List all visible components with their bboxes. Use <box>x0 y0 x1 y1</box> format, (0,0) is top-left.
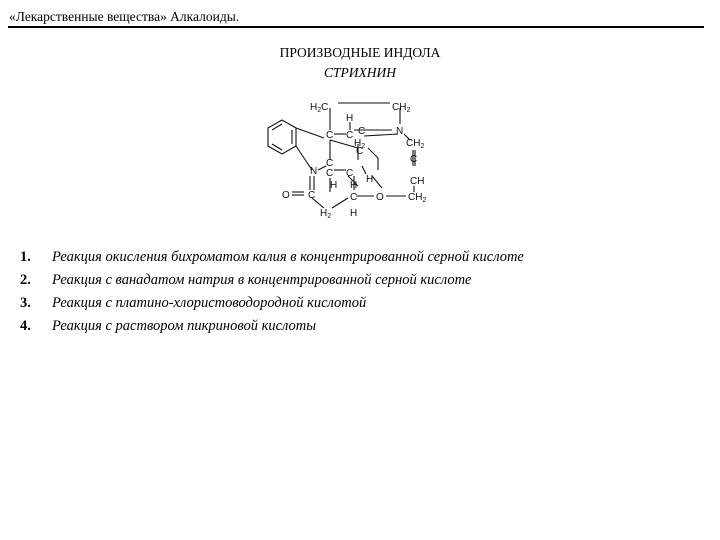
structure-atoms <box>282 102 426 220</box>
list-item-text: Реакция с раствором пикриновой кислоты <box>52 318 317 334</box>
section-title: ПРОИЗВОДНЫЕ ИНДОЛА <box>279 45 441 60</box>
list-item <box>20 248 700 271</box>
svg-text:H2: $H_2$ <box>320 208 332 220</box>
svg-text:N: N <box>310 166 318 177</box>
svg-text:C: C <box>358 126 366 137</box>
reaction-list <box>20 248 700 340</box>
svg-text:H: H <box>366 174 374 185</box>
svg-text:N: N <box>396 126 404 137</box>
svg-text:C: C <box>350 192 358 203</box>
list-item <box>20 271 700 294</box>
svg-text:H: H <box>350 180 358 191</box>
list-item-number: 4. <box>20 318 31 334</box>
svg-text:C: C <box>410 154 418 165</box>
svg-text:C: C <box>326 168 334 179</box>
list-item-text: Реакция с платино-хлористоводородной кислотой <box>52 295 367 311</box>
svg-text:H2C: $H_2C$ <box>310 102 329 114</box>
svg-text:CH2: $CH_2$ <box>408 192 427 204</box>
svg-text:CH2: $CH_2$ <box>392 102 411 114</box>
structure-diagram <box>250 94 440 224</box>
strychnine-structure <box>250 94 440 224</box>
svg-text:C: C <box>326 158 334 169</box>
svg-text:C: C <box>346 130 354 141</box>
list-item-number: 3. <box>20 295 31 311</box>
svg-text:O: O <box>376 192 384 203</box>
list-item <box>20 317 700 340</box>
svg-text:H: H <box>346 113 354 124</box>
list-item-number: 1. <box>20 249 31 265</box>
list-item-number: 2. <box>20 272 31 288</box>
svg-text:CH2: $CH_2$ <box>406 138 425 150</box>
svg-text:C: C <box>346 168 354 179</box>
header <box>8 5 704 28</box>
svg-text:C: C <box>326 130 334 141</box>
list-item <box>20 294 700 317</box>
list-item-text: Реакция с ванадатом натрия в концентрированной серной кислоте <box>52 272 472 288</box>
svg-text:C: C <box>356 146 364 157</box>
svg-text:O: O <box>282 190 290 201</box>
svg-text:C: C <box>308 190 316 201</box>
svg-text:H: H <box>350 208 358 219</box>
list-item-text: Реакция окисления бихроматом калия в концентрированной серной кислоте <box>52 249 524 265</box>
compound-name: СТРИХНИН <box>323 65 396 80</box>
svg-text:H: H <box>330 180 338 191</box>
svg-text:H2: $H_2$ <box>354 138 366 150</box>
header-title: «Лекарственные вещества» Алкалоиды. <box>9 9 240 24</box>
svg-text:CH: CH <box>410 176 425 187</box>
